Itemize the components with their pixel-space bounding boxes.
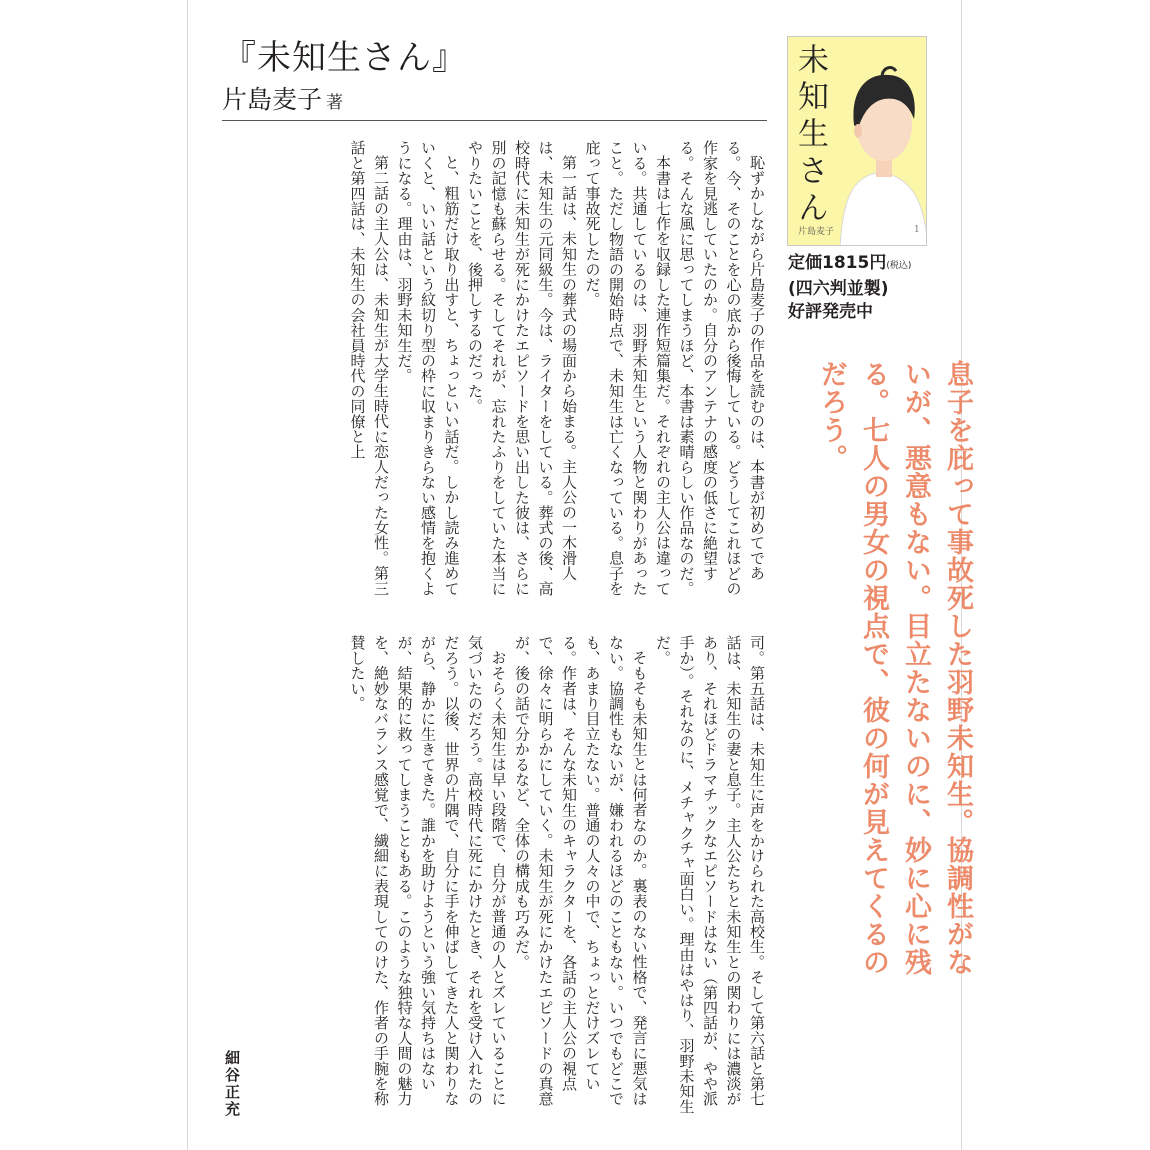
book-cover [787, 36, 927, 246]
cover-author: 片島麦子 [798, 227, 835, 237]
book-title: 『未知生さん』 [222, 38, 467, 78]
blurb-text: 息子を庇って事故死した羽野未知生。協調性がないが、悪意もない。目立たないのに、妙に心に残る。七人の男女の視点で、彼の何が見えてくるのだろう。 [816, 360, 973, 976]
cover-volume: 1 [914, 225, 920, 235]
cover-title: 未知生さん [792, 43, 828, 228]
author-name: 片島麦子 [222, 85, 323, 114]
price-info [788, 252, 911, 324]
format-line: (四六判並製) [788, 279, 889, 299]
review-paragraph: と、粗筋だけ取り出すと、ちょっといい話だ。しかし読み進めていくと、いい話という紋切り型の枠に収まりきらない感情を抱くようになる。理由は、羽野未知生だ。 [395, 140, 461, 596]
review-paragraph: 司。第五話は、未知生に声をかけられた高校生。そして第六話と第七話は、未知生の妻と息子。主人公たちと未知生との関わりには濃淡があり、それほどドラマチックなエピソードはない（第四話が、やや派手か）。それなのに、メチャクチャ面白い。理由はやはり、羽野未知生だ。 [654, 635, 766, 1114]
review-paragraph: 第一話は、未知生の葬式の場面から始まる。主人公の一木滑人は、未知生の元同級生。今は、ライターをしている。葬式の後、高校時代に未知生が死にかけたエピソードを思い出した彼は、さらに別の記憶も蘇らせる。そしてそれが、忘れたふりをしていた本当にやりたいことを、後押しするのだった。 [466, 140, 578, 596]
review-paragraph: 恥ずかしながら片島麦子の作品を読むのは、本書が初めてである。今、そのことを心の底から後悔している。どうしてこれほどの作家を見逃していたのか。自分のアンテナの感度の低さに絶望する。そんな風に思ってしまうほど、本書は素晴らしい作品なのだ。 [677, 140, 766, 596]
review-paragraph: 本書は七作を収録した連作短篇集だ。それぞれの主人公は違っている。共通しているのは、羽野未知生という人物と関わりがあったこと。ただし物語の開始時点で、未知生は亡くなっている。息子を庇って事故死したのだ。 [583, 140, 672, 596]
price-tax: (税込) [886, 261, 912, 271]
header-rule [222, 120, 767, 121]
review-body-upper [220, 140, 768, 610]
price-value: 定価1815円 [788, 253, 887, 273]
author-suffix: 著 [326, 93, 344, 113]
review-paragraph: そもそも未知生とは何者なのか。裏表のない性格で、発言に悪気はない。協調性もないが、嫌われるほどのこともない。いつでもどこでも、あまり目立たない。普通の人々の中で、ちょっとだけズレている。作者は、そんな未知生のキャラクターを、各話の主人公の視点で、徐々に明らかにしていく。未知生が死にかけたエピソードの真意が、後の話で分かるなど、全体の構成も巧みだ。 [513, 635, 649, 1107]
book-author [222, 80, 343, 116]
review-paragraph: 第二話の主人公は、未知生が大学生時代に恋人だった女性。第三話と第四話は、未知生の会社員時代の同僚と上 [348, 140, 390, 596]
on-sale-line: 好評発売中 [788, 302, 873, 322]
reviewer-name: 細谷正充 [223, 1050, 241, 1118]
review-body-lower [220, 635, 768, 1120]
review-paragraph: おそらく未知生は早い段階で、自分が普通の人とズレていることに気づいたのだろう。高校時代に死にかけたとき、それを受け入れたのだろう。以後、世界の片隅で、自分に手を伸ばしてきた人と関わりながら、静かに生きてきた。誰かを助けようという強い気持ちはないが、結果的に救ってしまうこともある。このような独特な人間の魅力を、絶妙なバランス感覚で、繊細に表現してのけた、作者の手腕を称賛したい。 [348, 635, 508, 1107]
price-line [788, 252, 911, 278]
